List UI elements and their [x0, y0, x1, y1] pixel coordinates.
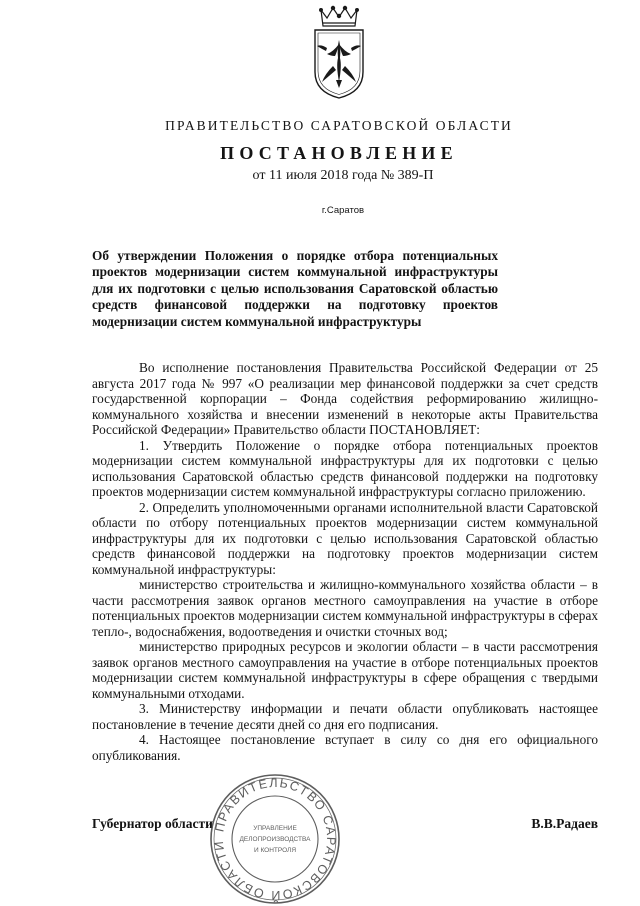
seal-inner-line: И КОНТРОЛЯ: [253, 847, 297, 854]
item-3-paragraph: 3. Министерству информации и печати области опубликовать настоящее постановление в течение десяти дней со дня его подписания.: [92, 701, 598, 732]
item-1-paragraph: 1. Утвердить Положение о порядке отбора потенциальных проектов модернизации систем коммунальной инфраструктуры для их подготовки с целью использования Саратовской областью средств финансовой поддержки на подготовку проектов модернизации систем коммунальной инфраструктуры согласно приложению.: [92, 437, 598, 499]
item-2-paragraph: 2. Определить уполномоченными органами исполнительной власти Саратовской области по отбору потенциальных проектов модернизации систем коммунальной инфраструктуры для их подготовки с целью использования Саратовской областью средств финансовой поддержки на подготовку проектов модернизации систем коммунальной инфраструктуры:: [92, 499, 598, 577]
document-body: [92, 360, 598, 763]
round-seal-stamp-icon: [208, 772, 342, 906]
signatory-position: Губернатор области: [92, 816, 213, 831]
seal-inner-line: ДЕЛОПРОИЗВОДСТВА: [239, 836, 311, 843]
item-2a-paragraph: министерство строительства и жилищно-коммунального хозяйства области – в части рассмотрения заявок органов местного самоуправления на участие в отборе потенциальных проектов модернизации систем коммунальной инфраструктуры в сферах тепло-, водоснабжения, водоотведения и очистки сточных вод;: [92, 577, 598, 639]
saratov-coat-of-arms-icon: [307, 4, 371, 100]
signatory-name: В.В.Радаев: [531, 816, 598, 831]
issuing-authority: ПРАВИТЕЛЬСТВО САРАТОВСКОЙ ОБЛАСТИ: [165, 118, 513, 133]
document-city: г.Саратов: [321, 205, 365, 216]
document-date-number: от 11 июля 2018 года № 389-П: [252, 168, 434, 183]
document-title: Об утверждении Положения о порядке отбора потенциальных проектов модернизации систем коммунальной инфраструктуры для их подготовки с целью использования Саратовской областью средств финансовой поддержки на подготовку проектов модернизации систем коммунальной инфраструктуры: [92, 248, 498, 329]
preamble-paragraph: Во исполнение постановления Правительства Российской Федерации от 25 августа 2017 года № 997 «О реализации мер финансовой поддержки за счет средств государственной корпорации – Фонда содействия реформированию жилищно-коммунального хозяйства и внесении изменений в некоторые акты Правительства Российской Федерации» Правительство области ПОСТАНОВЛЯЕТ:: [92, 360, 598, 437]
item-4-paragraph: 4. Настоящее постановление вступает в силу со дня его официального опубликования.: [92, 732, 598, 763]
document-type: ПОСТАНОВЛЕНИЕ: [220, 143, 458, 163]
item-2b-paragraph: министерство природных ресурсов и экологии области – в части рассмотрения заявок органов местного самоуправления на участие в отборе потенциальных проектов модернизации систем коммунальной инфраструктуры в сфере обращения с твердыми коммунальными отходами.: [92, 639, 598, 701]
seal-inner-line: УПРАВЛЕНИЕ: [253, 825, 297, 832]
seal-ring-text: ПРАВИТЕЛЬСТВО САРАТОВСКОЙ ОБЛАСТИ: [211, 775, 339, 903]
